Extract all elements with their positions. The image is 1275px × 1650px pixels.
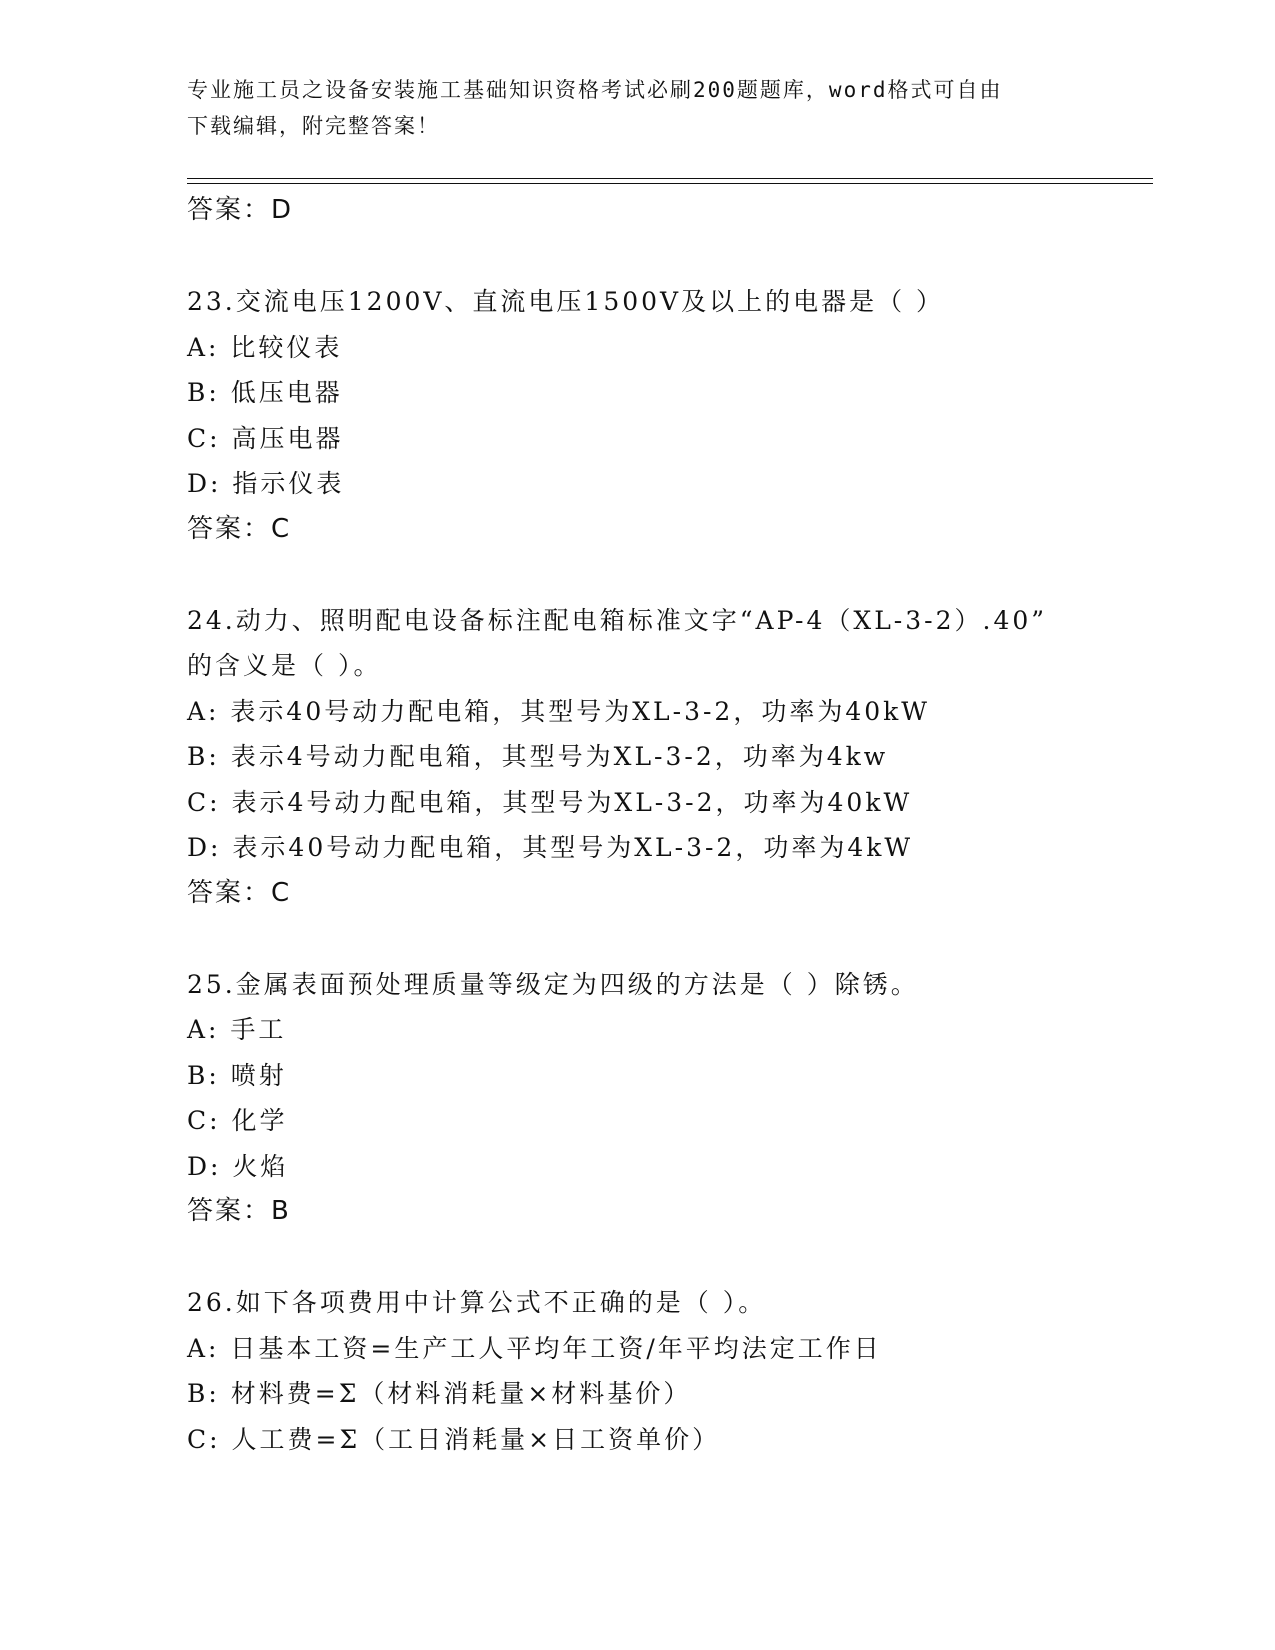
option-b: B: 表示4号动力配电箱，其型号为XL-3-2，功率为4kw [187, 742, 889, 771]
option-a: A: 比较仪表 [187, 332, 343, 362]
header-line-2: 下载编辑，附完整答案！ [187, 114, 440, 138]
header-rule-top [187, 178, 1153, 179]
question-stem: 25.金属表面预处理质量等级定为四级的方法是（ ）除锈。 [187, 969, 919, 999]
question-25 [187, 962, 1153, 1235]
option-c: C: 表示4号动力配电箱，其型号为XL-3-2，功率为40kW [187, 787, 913, 817]
question-24 [187, 598, 1153, 917]
answer: 答案：B [187, 1196, 291, 1226]
question-stem-continued: 的含义是（ ）。 [187, 651, 382, 680]
spacer [187, 1235, 1153, 1281]
question-stem: 24.动力、照明配电设备标注配电箱标准文字“AP-4（XL-3-2）.40” [187, 605, 1048, 635]
option-b: B: 喷射 [187, 1060, 287, 1090]
option-c: C: 化学 [187, 1106, 288, 1135]
option-d: D: 指示仪表 [187, 469, 345, 498]
header-rule-bottom [187, 183, 1153, 184]
spacer [187, 552, 1153, 598]
question-23 [187, 279, 1153, 552]
option-c: C: 高压电器 [187, 423, 344, 453]
document-body [187, 188, 1153, 1462]
option-b: B: 低压电器 [187, 378, 343, 407]
document-header [187, 72, 1067, 144]
spacer [187, 234, 1153, 280]
header-line-1: 专业施工员之设备安装施工基础知识资格考试必刷200题题库，word格式可自由 [187, 78, 1003, 102]
option-a: A: 手工 [187, 1015, 287, 1044]
option-c: C: 人工费=Σ（工日消耗量×日工资单价） [187, 1424, 721, 1454]
spacer [187, 916, 1153, 962]
answer-22: 答案：D [187, 195, 294, 225]
answer: 答案：C [187, 877, 292, 908]
question-stem: 26.如下各项费用中计算公式不正确的是（ ）。 [187, 1288, 767, 1317]
answer: 答案：C [187, 513, 292, 544]
option-d: D: 火焰 [187, 1151, 289, 1181]
option-d: D: 表示40号动力配电箱，其型号为XL-3-2，功率为4kW [187, 833, 914, 862]
question-26 [187, 1280, 1153, 1462]
option-b: B: 材料费=Σ（材料消耗量×材料基价） [187, 1379, 692, 1408]
question-stem: 23.交流电压1200V、直流电压1500V及以上的电器是（ ） [187, 287, 945, 316]
option-a: A: 日基本工资=生产工人平均年工资/年平均法定工作日 [187, 1333, 882, 1363]
option-a: A: 表示40号动力配电箱，其型号为XL-3-2，功率为40kW [187, 696, 930, 726]
